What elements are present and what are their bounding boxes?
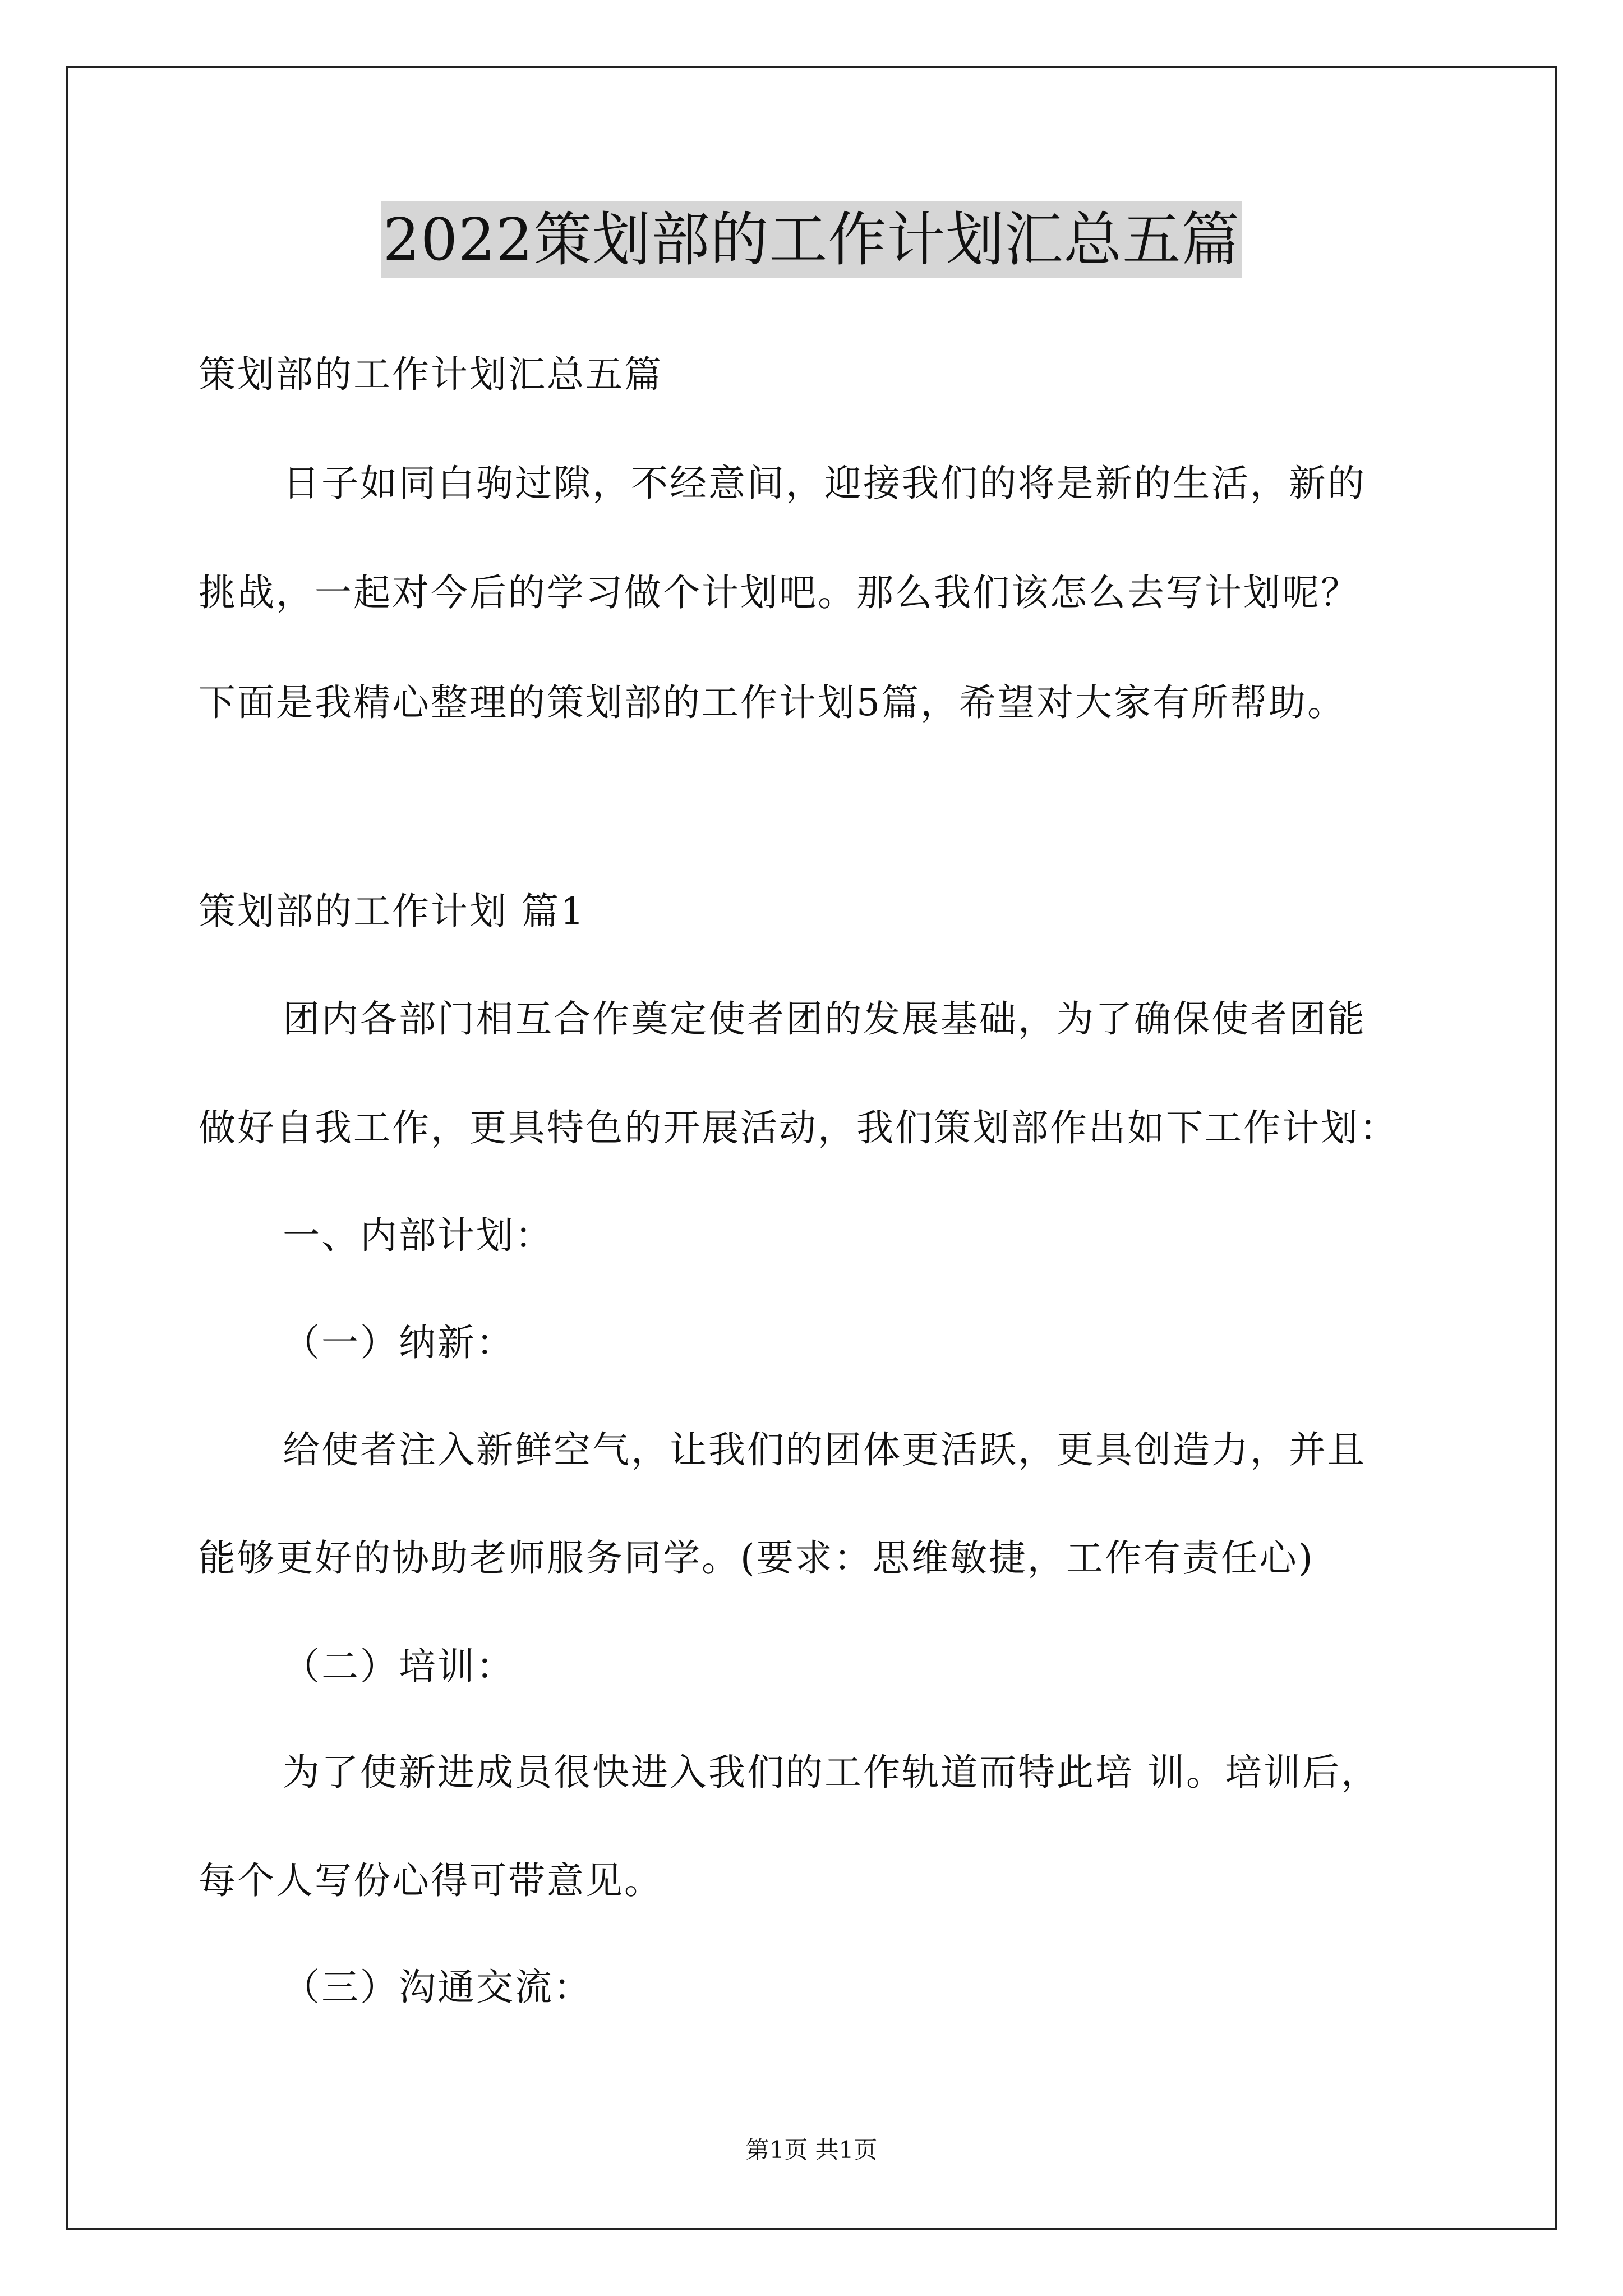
intro-line-2: 挑战，一起对今后的学习做个计划吧。那么我们该怎么去写计划呢？ xyxy=(199,571,1359,614)
recruit-para-line-1: 给使者注入新鲜空气，让我们的团体更活跃，更具创造力，并且 xyxy=(283,1428,1366,1471)
section-para-line-1: 团内各部门相互合作奠定使者团的发展基础，为了确保使者团能 xyxy=(283,997,1366,1041)
page-footer: 第1页 共1页 xyxy=(745,2136,878,2164)
document-title: 2022策划部的工作计划汇总五篇 xyxy=(381,201,1243,278)
item-recruit: （一）纳新： xyxy=(283,1321,515,1364)
intro-line-3: 下面是我精心整理的策划部的工作计划5篇，希望对大家有所帮助。 xyxy=(199,681,1346,724)
item-internal-plan: 一、内部计划： xyxy=(283,1214,554,1257)
item-communication: （三）沟通交流： xyxy=(283,1966,592,2009)
training-para-line-2: 每个人写份心得可带意见。 xyxy=(199,1859,663,1902)
item-training: （二）培训： xyxy=(283,1645,515,1688)
intro-line-1: 日子如同白驹过隙，不经意间，迎接我们的将是新的生活，新的 xyxy=(283,462,1366,505)
section-heading: 策划部的工作计划 篇1 xyxy=(199,890,585,933)
document-subtitle: 策划部的工作计划汇总五篇 xyxy=(199,353,663,396)
section-para-line-2: 做好自我工作，更具特色的开展活动，我们策划部作出如下工作计划： xyxy=(199,1106,1398,1149)
recruit-para-line-2: 能够更好的协助老师服务同学。(要求：思维敏捷，工作有责任心) xyxy=(199,1536,1315,1580)
training-para-line-1: 为了使新进成员很快进入我们的工作轨道而特此培 训。培训后， xyxy=(283,1751,1380,1794)
title-container xyxy=(0,201,1623,278)
